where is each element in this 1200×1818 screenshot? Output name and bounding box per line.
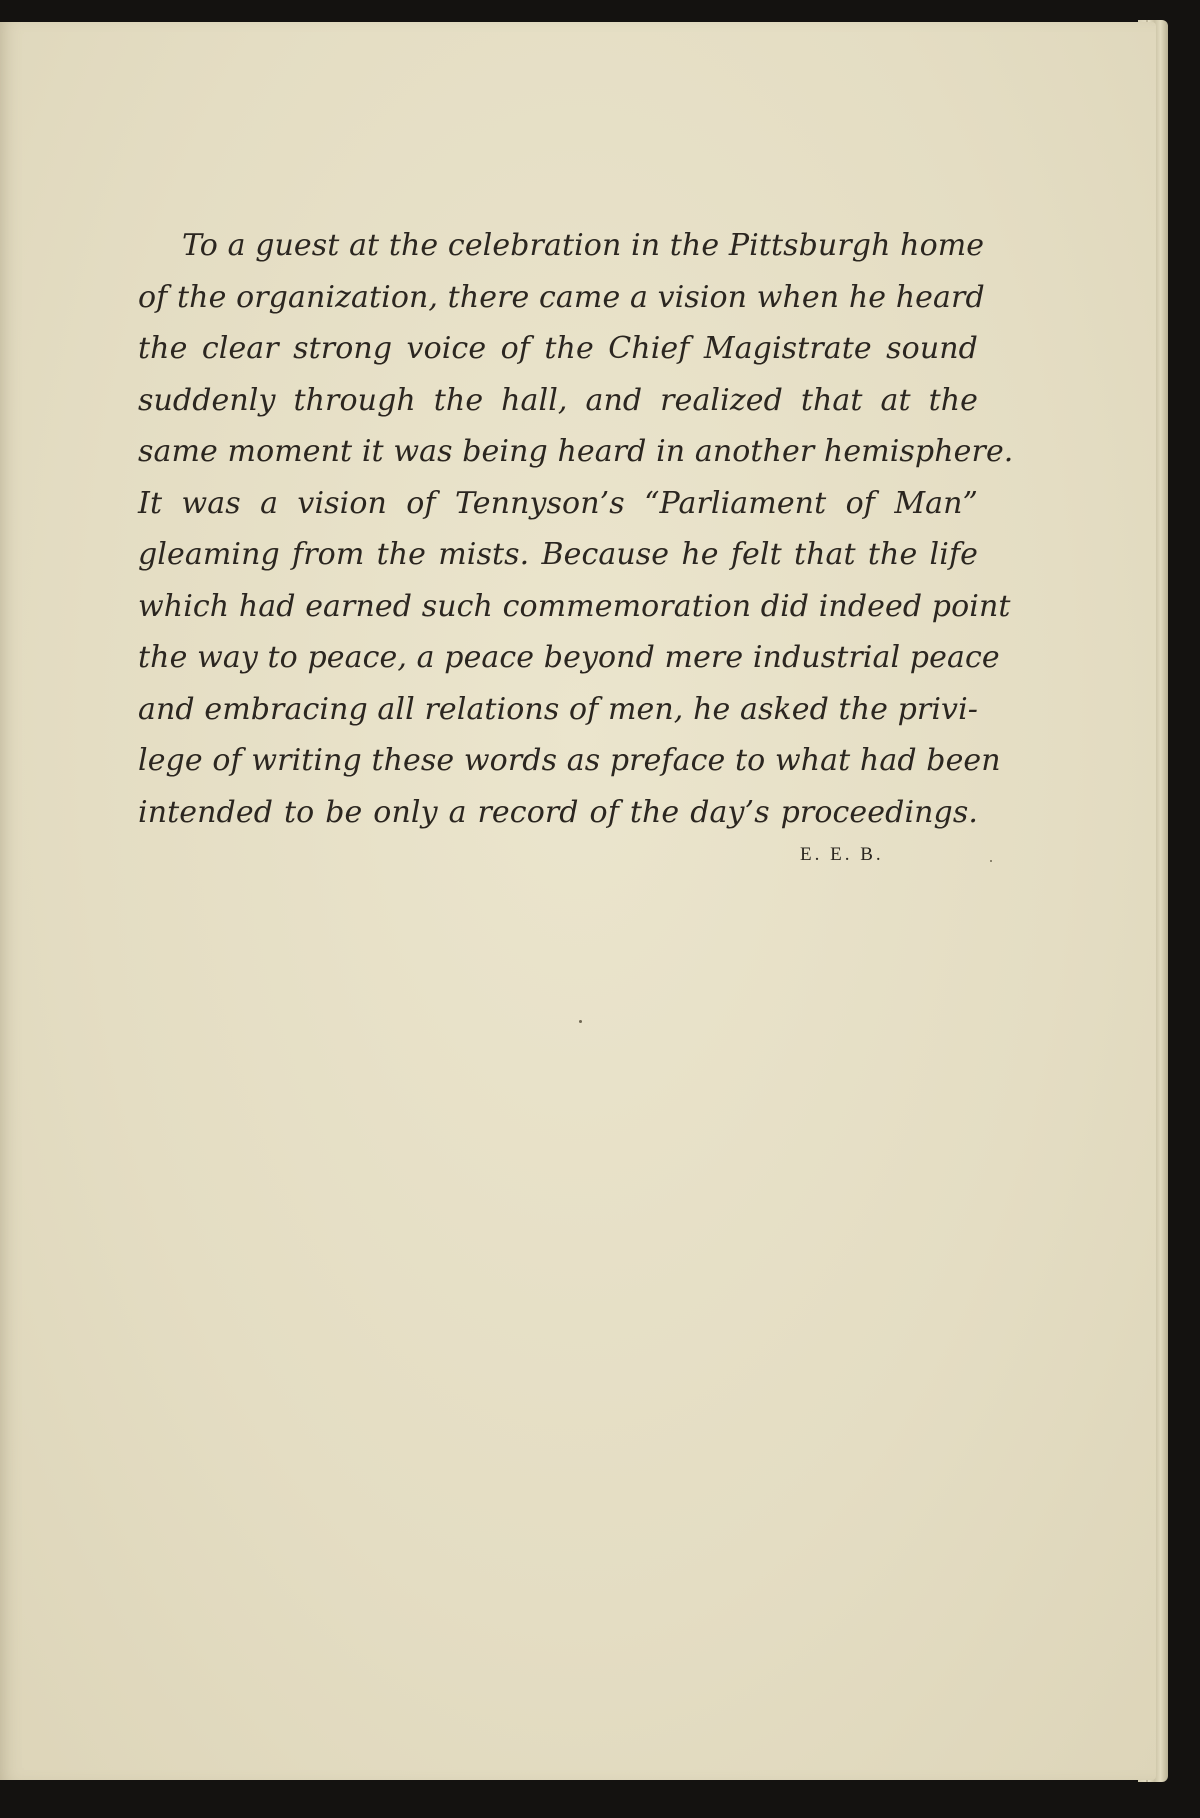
paragraph-line: To a guest at the celebration in the Pittsburgh home [182, 228, 985, 263]
paragraph-line: lege of writing these words as preface to what had been [138, 743, 1001, 778]
paragraph-line: the clear strong voice of the Chief Magistrate sound [138, 331, 978, 366]
paragraph-line: intended to be only a record of the day’s proceedings. [138, 794, 978, 830]
preface-paragraph [138, 220, 1014, 838]
paragraph-line: gleaming from the mists. Because he felt that the life [138, 537, 978, 572]
book-page [0, 22, 1156, 1780]
paper-speck [990, 860, 992, 862]
paragraph-line: suddenly through the hall, and realized that at the [138, 382, 978, 418]
paragraph-line: the way to peace, a peace beyond mere industrial peace [138, 640, 1000, 675]
paragraph-line: of the organization, there came a vision when he heard [138, 279, 985, 315]
paragraph-line: which had earned such commemoration did indeed point [138, 588, 1011, 624]
paragraph-line: same moment it was being heard in another hemisphere. [138, 434, 1014, 469]
author-initials: E. E. B. [800, 844, 884, 865]
paper-speck [579, 1020, 582, 1023]
paragraph-line: It was a vision of Tennyson’s “Parliament of Man” [138, 485, 978, 521]
paragraph-line: and embracing all relations of men, he asked the privi- [138, 691, 979, 727]
